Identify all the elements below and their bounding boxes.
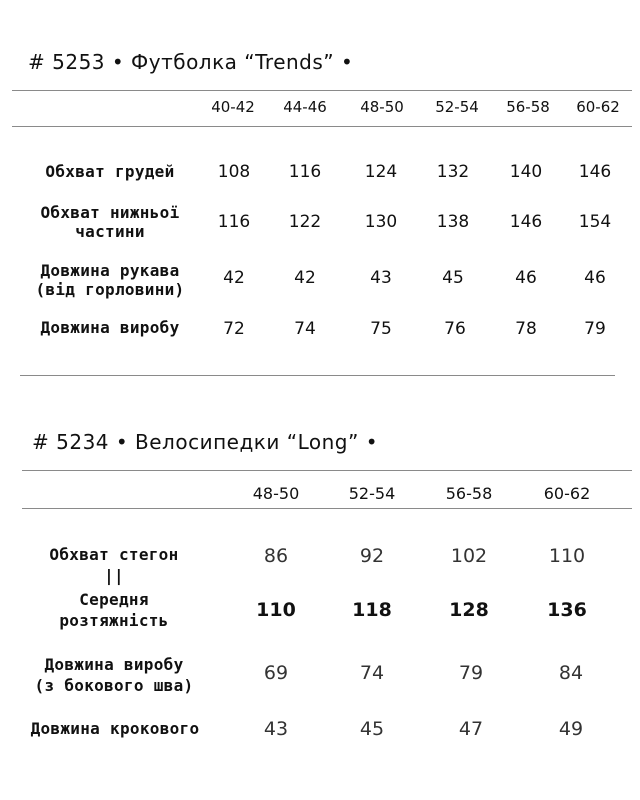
table2-size-header: 56-58 [445,484,493,503]
table1-cell: 140 [509,162,543,182]
table1-size-header: 56-58 [506,98,550,116]
table2-cell: 118 [352,599,392,621]
table2-cell: 69 [263,662,289,684]
table2-row-label: Обхват стегон [49,545,179,564]
table2-row-label: розтяжність [59,611,169,630]
table2-cell: 102 [450,545,488,567]
table1-cell: 42 [223,268,245,288]
table2-row-label: Довжина крокового [30,719,200,738]
table2-cell: 86 [263,545,289,567]
table1-size-header: 48-50 [360,98,404,116]
table1-size-header: 40-42 [211,98,255,116]
table1-cell: 45 [442,268,464,288]
table1-cell: 116 [217,212,251,232]
table1-size-header: 52-54 [435,98,479,116]
section-divider [20,375,615,376]
table1-cell: 72 [223,319,245,339]
table1-cell: 78 [515,319,537,339]
table2-row-label: Довжина виробу [44,655,184,674]
table1-cell: 124 [364,162,398,182]
table2-cell: 79 [458,662,484,684]
table1-cell: 116 [288,162,322,182]
table2-cell: 49 [558,718,584,740]
table1-cell: 146 [578,162,612,182]
table2-cell: 45 [359,718,385,740]
table1-cell: 130 [364,212,398,232]
table1-cell: 46 [584,268,606,288]
table1-cell: 42 [294,268,316,288]
table2-row-label: Середня [79,590,149,609]
table2-cell: 43 [263,718,289,740]
table2-cell: 84 [558,662,584,684]
table1-row-label: (від горловини) [35,280,185,299]
table2-title: # 5234 • Велосипедки “Long” • [32,430,378,454]
table1-cell: 154 [578,212,612,232]
table2-cell: 110 [256,599,296,621]
table2-row-label: (з бокового шва) [34,676,194,695]
table1-cell: 132 [436,162,470,182]
table1-cell: 146 [509,212,543,232]
table2-cell: 74 [359,662,385,684]
table1-row-label: Довжина виробу [40,318,180,337]
table2-cell: 47 [458,718,484,740]
table2-cell: 128 [449,599,489,621]
table1-row-label: Довжина рукава [40,261,180,280]
table1-row-label: Обхват нижньої [40,203,180,222]
table1-cell: 138 [436,212,470,232]
table1-header-rule [12,126,632,127]
table1-top-rule [12,90,632,91]
table1-cell: 74 [294,319,316,339]
table2-cell: 92 [359,545,385,567]
table1-size-header: 44-46 [283,98,327,116]
equivalence-mark: || [104,566,124,585]
table1-cell: 108 [217,162,251,182]
table1-cell: 79 [584,319,606,339]
table1-cell: 76 [444,319,466,339]
table2-cell: 136 [547,599,587,621]
table2-size-header: 60-62 [543,484,591,503]
table1-cell: 43 [370,268,392,288]
table2-size-header: 52-54 [348,484,396,503]
table1-size-header: 60-62 [576,98,620,116]
table1-row-label: частини [75,222,145,241]
table1-cell: 46 [515,268,537,288]
table1-cell: 75 [370,319,392,339]
table1-cell: 122 [288,212,322,232]
table2-top-rule [22,470,632,471]
table2-header-rule [22,508,632,509]
table2-size-header: 48-50 [252,484,300,503]
table1-row-label: Обхват грудей [45,162,175,181]
table1-title: # 5253 • Футболка “Trends” • [28,50,354,74]
table2-cell: 110 [548,545,586,567]
